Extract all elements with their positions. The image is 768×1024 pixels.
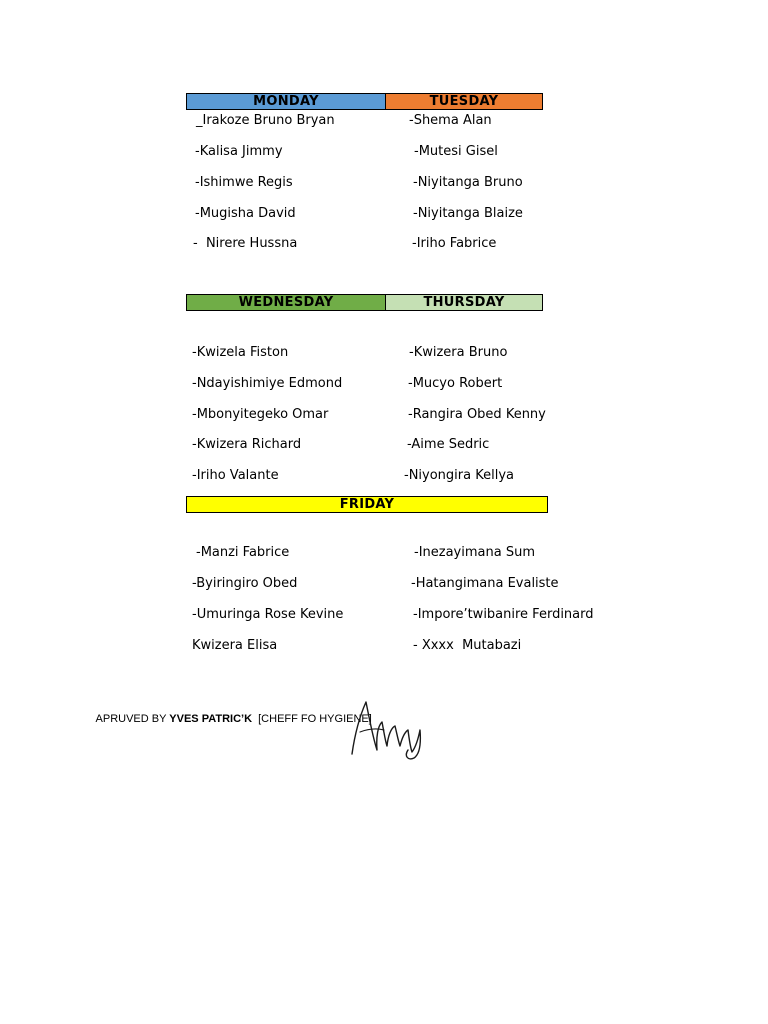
approver-name: YVES PATRIC’K: [169, 713, 253, 725]
tuesday-label: TUESDAY: [429, 94, 499, 109]
friday-right-name-4: - Xxxx Mutabazi: [413, 638, 522, 653]
monday-tuesday-header: [186, 93, 543, 110]
friday-right-name-3: -Impore’twibanire Ferdinard: [413, 607, 594, 622]
friday-left-name-1: -Manzi Fabrice: [196, 545, 290, 560]
thursday-name-5: -Niyongira Kellya: [404, 468, 514, 483]
wednesday-name-5: -Iriho Valante: [192, 468, 279, 483]
friday-right-name-1: -Inezayimana Sum: [414, 545, 535, 560]
friday-left-name-3: -Umuringa Rose Kevine: [192, 607, 344, 622]
wednesday-name-1: -Kwizela Fiston: [192, 345, 289, 360]
signature-image: [346, 696, 428, 762]
wednesday-header: [187, 295, 385, 310]
approver-role: [CHEFF FO HYGIENE]: [252, 713, 372, 725]
thursday-header: [385, 295, 542, 310]
friday-left-name-2: -Byiringiro Obed: [192, 576, 298, 591]
monday-name-2: -Kalisa Jimmy: [195, 144, 283, 159]
thursday-name-4: -Aime Sedric: [407, 437, 490, 452]
monday-name-5: - Nirere Hussna: [193, 236, 298, 251]
friday-header: [186, 496, 548, 513]
tuesday-header: [385, 94, 542, 109]
friday-right-name-2: -Hatangimana Evaliste: [411, 576, 559, 591]
thursday-name-1: -Kwizera Bruno: [409, 345, 508, 360]
friday-label: FRIDAY: [339, 497, 395, 512]
approval-line: [90, 698, 372, 726]
tuesday-name-1: -Shema Alan: [409, 113, 492, 128]
monday-name-4: -Mugisha David: [195, 206, 296, 221]
wednesday-name-3: -Mbonyitegeko Omar: [192, 407, 329, 422]
monday-name-1: _Irakoze Bruno Bryan: [196, 113, 335, 128]
tuesday-name-4: -Niyitanga Blaize: [413, 206, 523, 221]
thursday-name-3: -Rangira Obed Kenny: [408, 407, 546, 422]
thursday-name-2: -Mucyo Robert: [408, 376, 503, 391]
tuesday-name-2: -Mutesi Gisel: [414, 144, 498, 159]
wednesday-name-4: -Kwizera Richard: [192, 437, 302, 452]
tuesday-name-5: -Iriho Fabrice: [412, 236, 497, 251]
monday-label: MONDAY: [253, 94, 319, 109]
monday-header: [187, 94, 385, 109]
approval-prefix: APRUVED BY: [95, 713, 170, 725]
wednesday-thursday-header: [186, 294, 543, 311]
monday-name-3: -Ishimwe Regis: [195, 175, 293, 190]
wednesday-name-2: -Ndayishimiye Edmond: [192, 376, 343, 391]
thursday-label: THURSDAY: [423, 295, 505, 310]
wednesday-label: WEDNESDAY: [238, 295, 334, 310]
tuesday-name-3: -Niyitanga Bruno: [413, 175, 523, 190]
friday-left-name-4: Kwizera Elisa: [192, 638, 278, 653]
